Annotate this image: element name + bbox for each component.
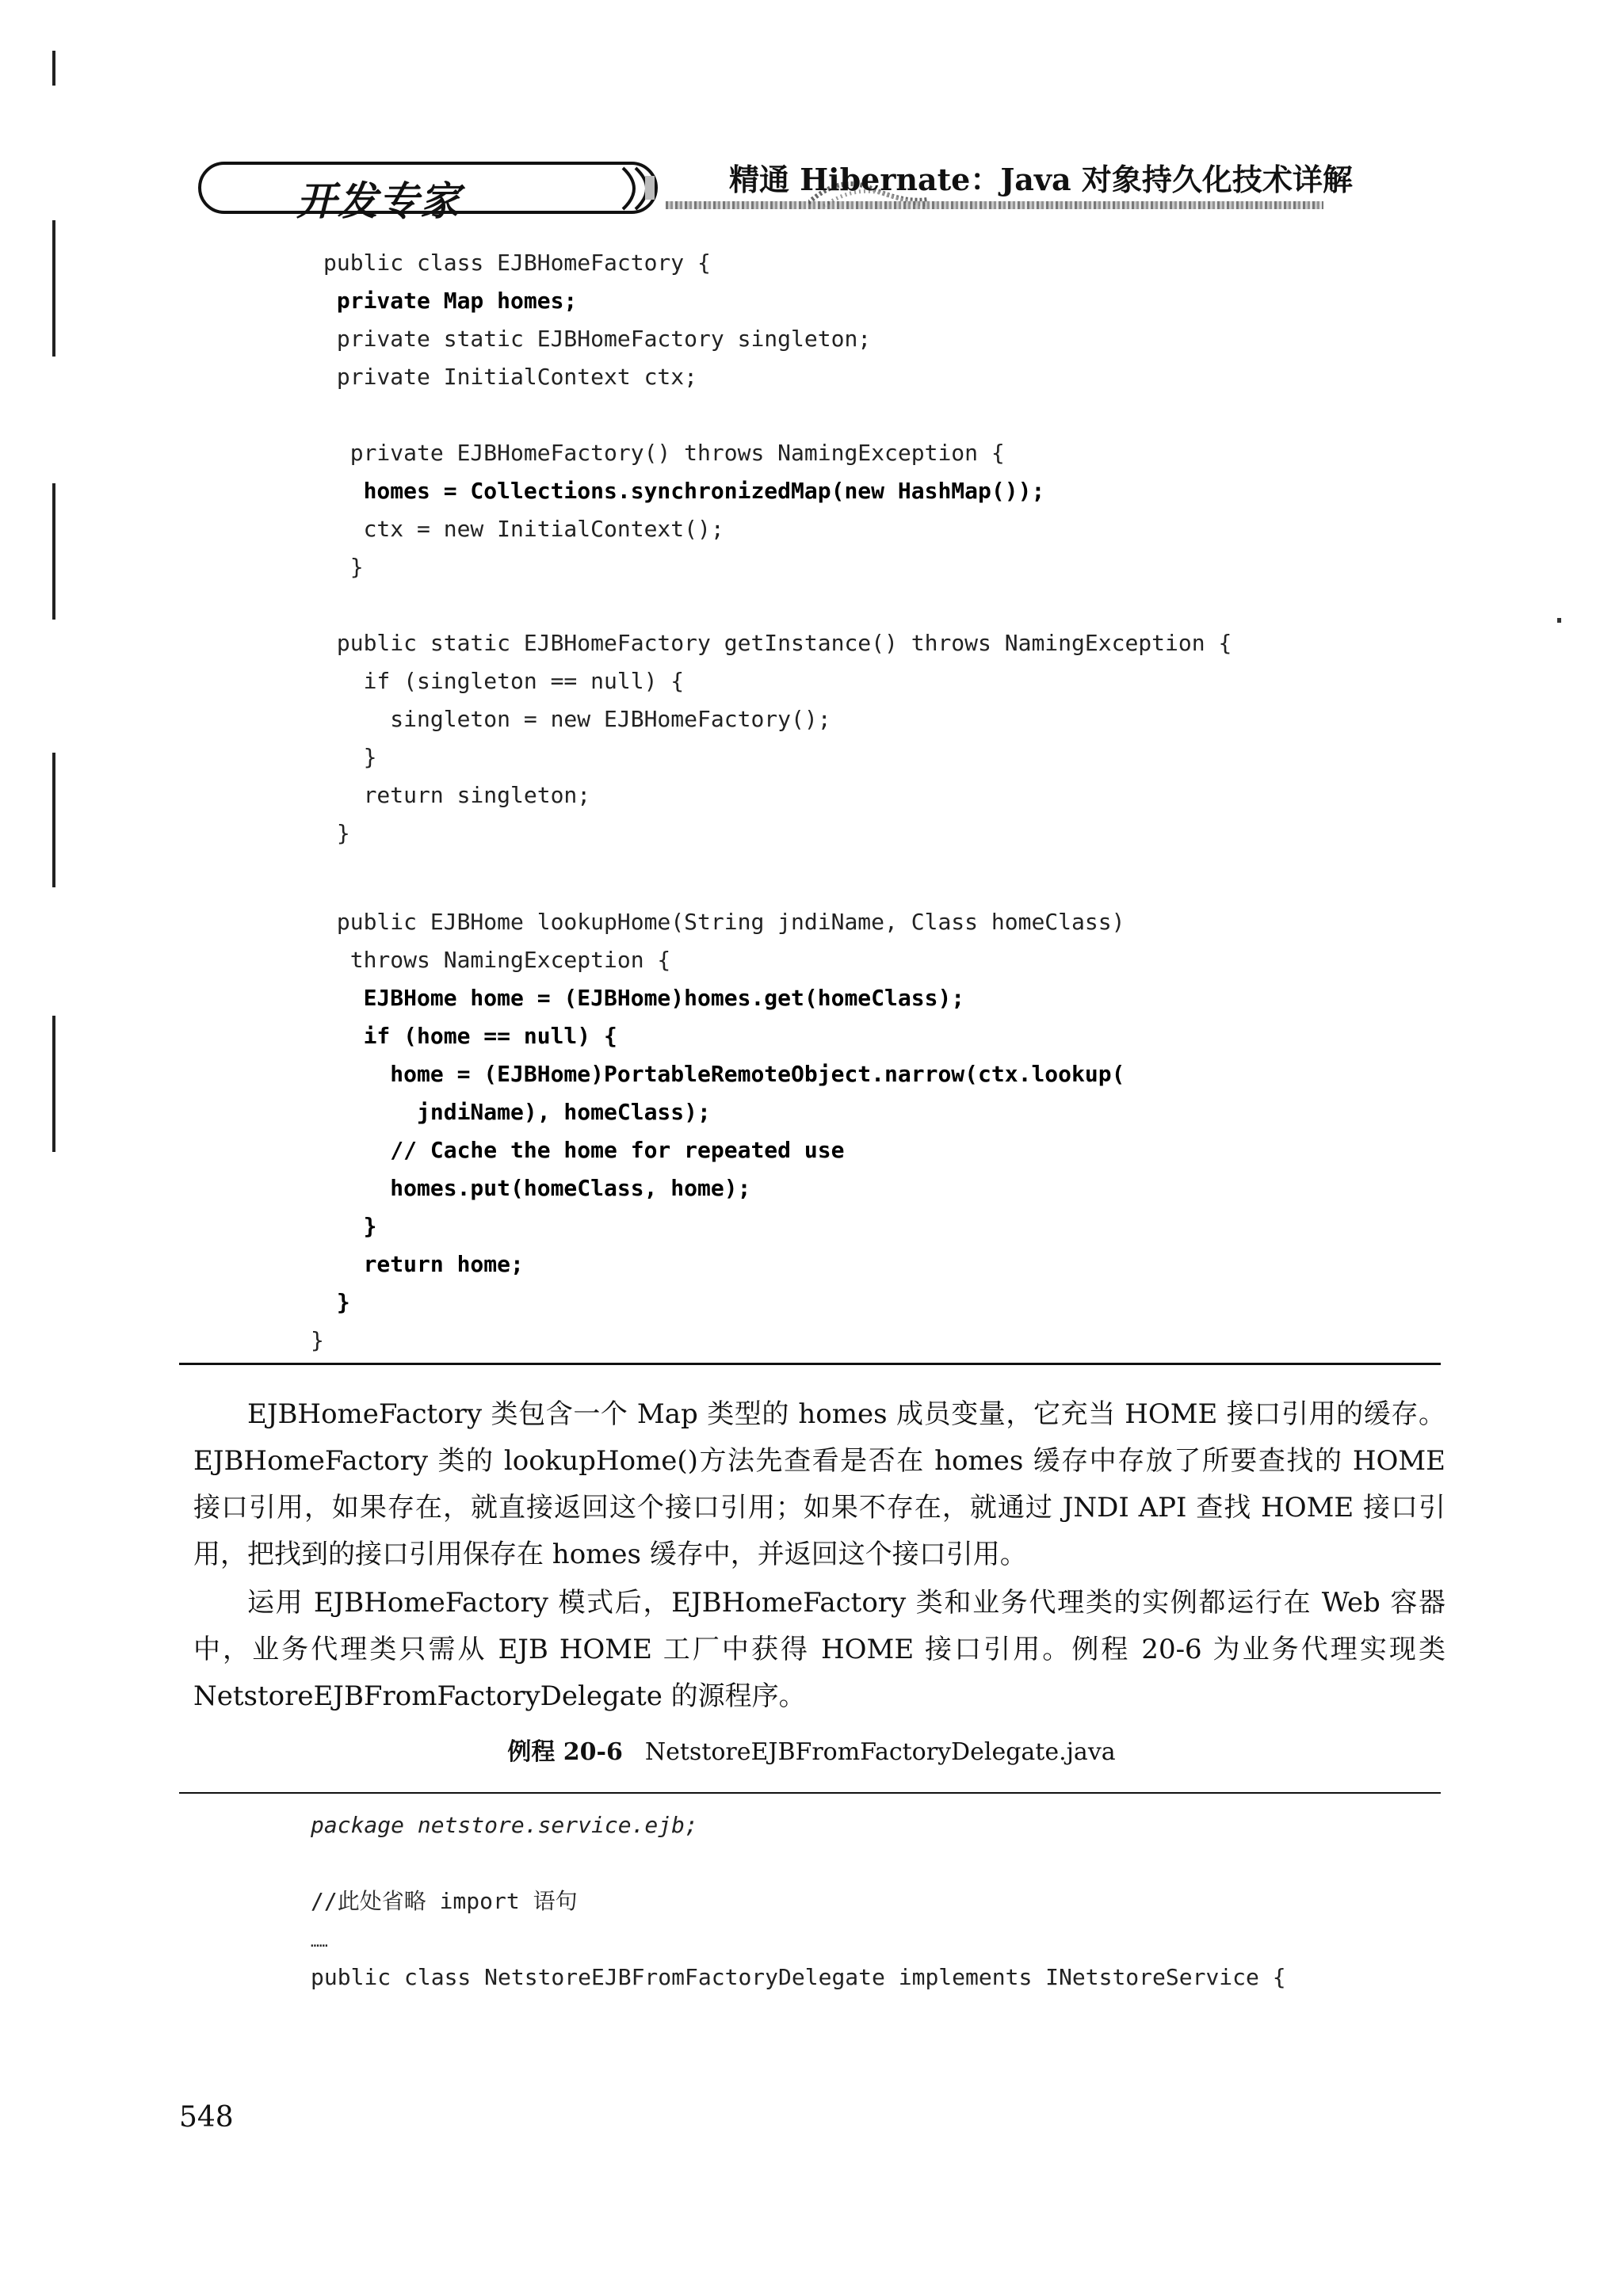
scan-margin-mark bbox=[52, 753, 55, 887]
code-line: } bbox=[323, 1289, 350, 1315]
code-line: public EJBHome lookupHome(String jndiName, Class homeClass) bbox=[323, 909, 1125, 935]
header-rule bbox=[666, 201, 1323, 209]
code-line: // Cache the home for repeated use bbox=[323, 1137, 845, 1163]
scan-margin-mark bbox=[52, 220, 55, 357]
code-line: private Map homes; bbox=[323, 288, 578, 314]
scan-margin-mark bbox=[52, 1016, 55, 1152]
code-line: if (home == null) { bbox=[323, 1023, 617, 1049]
code-line: singleton = new EJBHomeFactory(); bbox=[323, 706, 831, 732]
code-line: home = (EJBHome)PortableRemoteObject.narrow(ctx.lookup( bbox=[323, 1061, 1125, 1087]
code-bottom-rule bbox=[179, 1363, 1441, 1365]
code-line: public class EJBHomeFactory { bbox=[323, 250, 711, 276]
listing-caption-file: NetstoreEJBFromFactoryDelegate.java bbox=[644, 1738, 1116, 1766]
code-line: homes = Collections.synchronizedMap(new HashMap()); bbox=[323, 478, 1045, 504]
scan-speck bbox=[1557, 618, 1561, 623]
code-line: private InitialContext ctx; bbox=[323, 364, 698, 390]
code-line: //此处省略 import 语句 bbox=[311, 1888, 578, 1914]
series-badge bbox=[198, 162, 658, 224]
running-header bbox=[198, 152, 1353, 224]
code-line: jndiName), homeClass); bbox=[323, 1099, 711, 1125]
code-line: EJBHome home = (EJBHome)homes.get(homeClass); bbox=[323, 985, 965, 1011]
code-line: homes.put(homeClass, home); bbox=[323, 1175, 751, 1201]
code-line: if (singleton == null) { bbox=[323, 668, 685, 694]
code-line: private static EJBHomeFactory singleton; bbox=[323, 326, 872, 352]
code-line: } bbox=[323, 744, 377, 770]
code-line: } bbox=[323, 1213, 377, 1239]
scan-margin-mark bbox=[52, 51, 55, 86]
paragraph: EJBHomeFactory 类包含一个 Map 类型的 homes 成员变量，它充当 HOME 接口引用的缓存。EJBHomeFactory 类的 lookupHome()方法先查看是否在 homes 缓存中存放了所要查找的 HOME 接口引用，如果存在，就直接返回这个接口引用；如果不存在，就通过 JNDI API 查找 HOME 接口引用，把找到的接口引用保存在 homes 缓存中，并返回这个接口引用。 bbox=[193, 1398, 1445, 1570]
code-line: throws NamingException { bbox=[323, 947, 671, 973]
code-line: public class NetstoreEJBFromFactoryDelegate implements INetstoreService { bbox=[311, 1964, 1286, 1990]
page-number: 548 bbox=[179, 2101, 234, 2134]
book-title: 精通 Hibernate：Java 对象持久化技术详解 bbox=[729, 162, 1353, 197]
caption-rule bbox=[179, 1792, 1441, 1794]
code-line: public static EJBHomeFactory getInstance() throws NamingException { bbox=[323, 630, 1232, 656]
listing-caption bbox=[0, 1732, 1623, 1767]
paragraph: 运用 EJBHomeFactory 模式后，EJBHomeFactory 类和业务代理类的实例都运行在 Web 容器中，业务代理类只需从 EJB HOME 工厂中获得 HOME 接口引用。例程 20-6 为业务代理实现类 NetstoreEJBFromFactoryDelegate 的源程序。 bbox=[193, 1587, 1445, 1712]
series-badge-label: 开发专家 bbox=[296, 178, 461, 224]
code-line: } bbox=[323, 820, 350, 846]
code-line: …… bbox=[311, 1934, 328, 1951]
scan-margin-mark bbox=[52, 483, 55, 620]
code-line: return singleton; bbox=[323, 782, 591, 808]
listing-caption-label: 例程 20-6 bbox=[507, 1738, 623, 1766]
code-line: private EJBHomeFactory() throws NamingException { bbox=[323, 440, 1005, 466]
code-line: } bbox=[323, 554, 364, 580]
code-line: } bbox=[311, 1327, 324, 1353]
code-line: ctx = new InitialContext(); bbox=[323, 516, 724, 542]
code-line: return home; bbox=[323, 1251, 524, 1277]
code-line: package netstore.service.ejb; bbox=[311, 1812, 698, 1838]
